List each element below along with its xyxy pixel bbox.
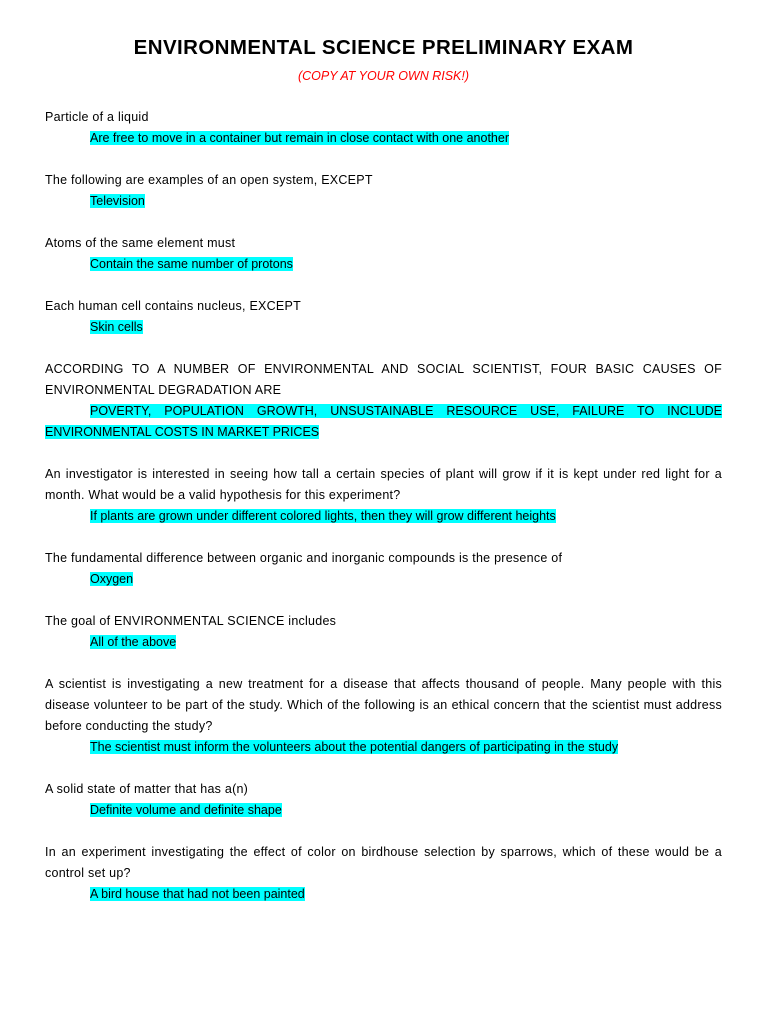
question-item — [45, 464, 722, 527]
question-text: The goal of ENVIRONMENTAL SCIENCE includes — [45, 614, 337, 628]
answer-text — [45, 254, 722, 275]
question-item — [45, 674, 722, 758]
question-text: A solid state of matter that has a(n) — [45, 782, 249, 796]
answer-text — [45, 737, 722, 758]
answer-highlight: The scientist must inform the volunteers about the potential dangers of participating in the study — [90, 740, 619, 754]
question-item — [45, 611, 722, 653]
question-text: Each human cell contains nucleus, EXCEPT — [45, 299, 301, 313]
question-item — [45, 233, 722, 275]
question-item — [45, 779, 722, 821]
page-title: ENVIRONMENTAL SCIENCE PRELIMINARY EXAM — [133, 36, 634, 59]
question-text: ACCORDING TO A NUMBER OF ENVIRONMENTAL AND SOCIAL SCIENTIST, FOUR BASIC CAUSES OF ENVIRONMENTAL DEGRADATION ARE — [45, 362, 722, 397]
question-text: An investigator is interested in seeing how tall a certain species of plant will grow if it is kept under red light for a month. What would be a valid hypothesis for this experiment? — [45, 467, 722, 502]
question-text: The fundamental difference between organic and inorganic compounds is the presence of — [45, 551, 563, 565]
answer-highlight: Skin cells — [90, 320, 143, 334]
answer-text — [45, 569, 722, 590]
question-item — [45, 548, 722, 590]
answer-text — [45, 632, 722, 653]
page-subtitle: (COPY AT YOUR OWN RISK!) — [297, 69, 470, 83]
question-item — [45, 107, 722, 149]
question-item — [45, 842, 722, 905]
answer-highlight: If plants are grown under different colored lights, then they will grow different heights — [90, 509, 556, 523]
answer-highlight: Definite volume and definite shape — [90, 803, 282, 817]
answer-highlight: Contain the same number of protons — [90, 257, 293, 271]
question-text: The following are examples of an open system, EXCEPT — [45, 173, 373, 187]
question-list — [45, 107, 722, 905]
answer-text — [45, 128, 722, 149]
answer-highlight: Television — [90, 194, 145, 208]
answer-text — [45, 506, 722, 527]
answer-highlight: Are free to move in a container but remain in close contact with one another — [90, 131, 509, 145]
answer-text — [45, 401, 722, 443]
answer-highlight: Oxygen — [90, 572, 134, 586]
answer-highlight: POVERTY, POPULATION GROWTH, UNSUSTAINABLE RESOURCE USE, FAILURE TO INCLUDE ENVIRONMENTAL COSTS IN MARKET PRICES — [45, 404, 722, 439]
question-item — [45, 170, 722, 212]
answer-highlight: All of the above — [90, 635, 177, 649]
answer-highlight: A bird house that had not been painted — [90, 887, 305, 901]
question-item — [45, 359, 722, 443]
question-item — [45, 296, 722, 338]
answer-text — [45, 317, 722, 338]
answer-text — [45, 884, 722, 905]
answer-text — [45, 191, 722, 212]
question-text: In an experiment investigating the effect of color on birdhouse selection by sparrows, which of these would be a control set up? — [45, 845, 722, 880]
question-text: Atoms of the same element must — [45, 236, 236, 250]
question-text: Particle of a liquid — [45, 110, 149, 124]
exam-page — [45, 34, 722, 926]
question-text: A scientist is investigating a new treatment for a disease that affects thousand of people. Many people with this disease volunteer to be part of the study. Which of the following is an ethical concern that the scientist must address before conducting the study? — [45, 677, 722, 733]
answer-text — [45, 800, 722, 821]
